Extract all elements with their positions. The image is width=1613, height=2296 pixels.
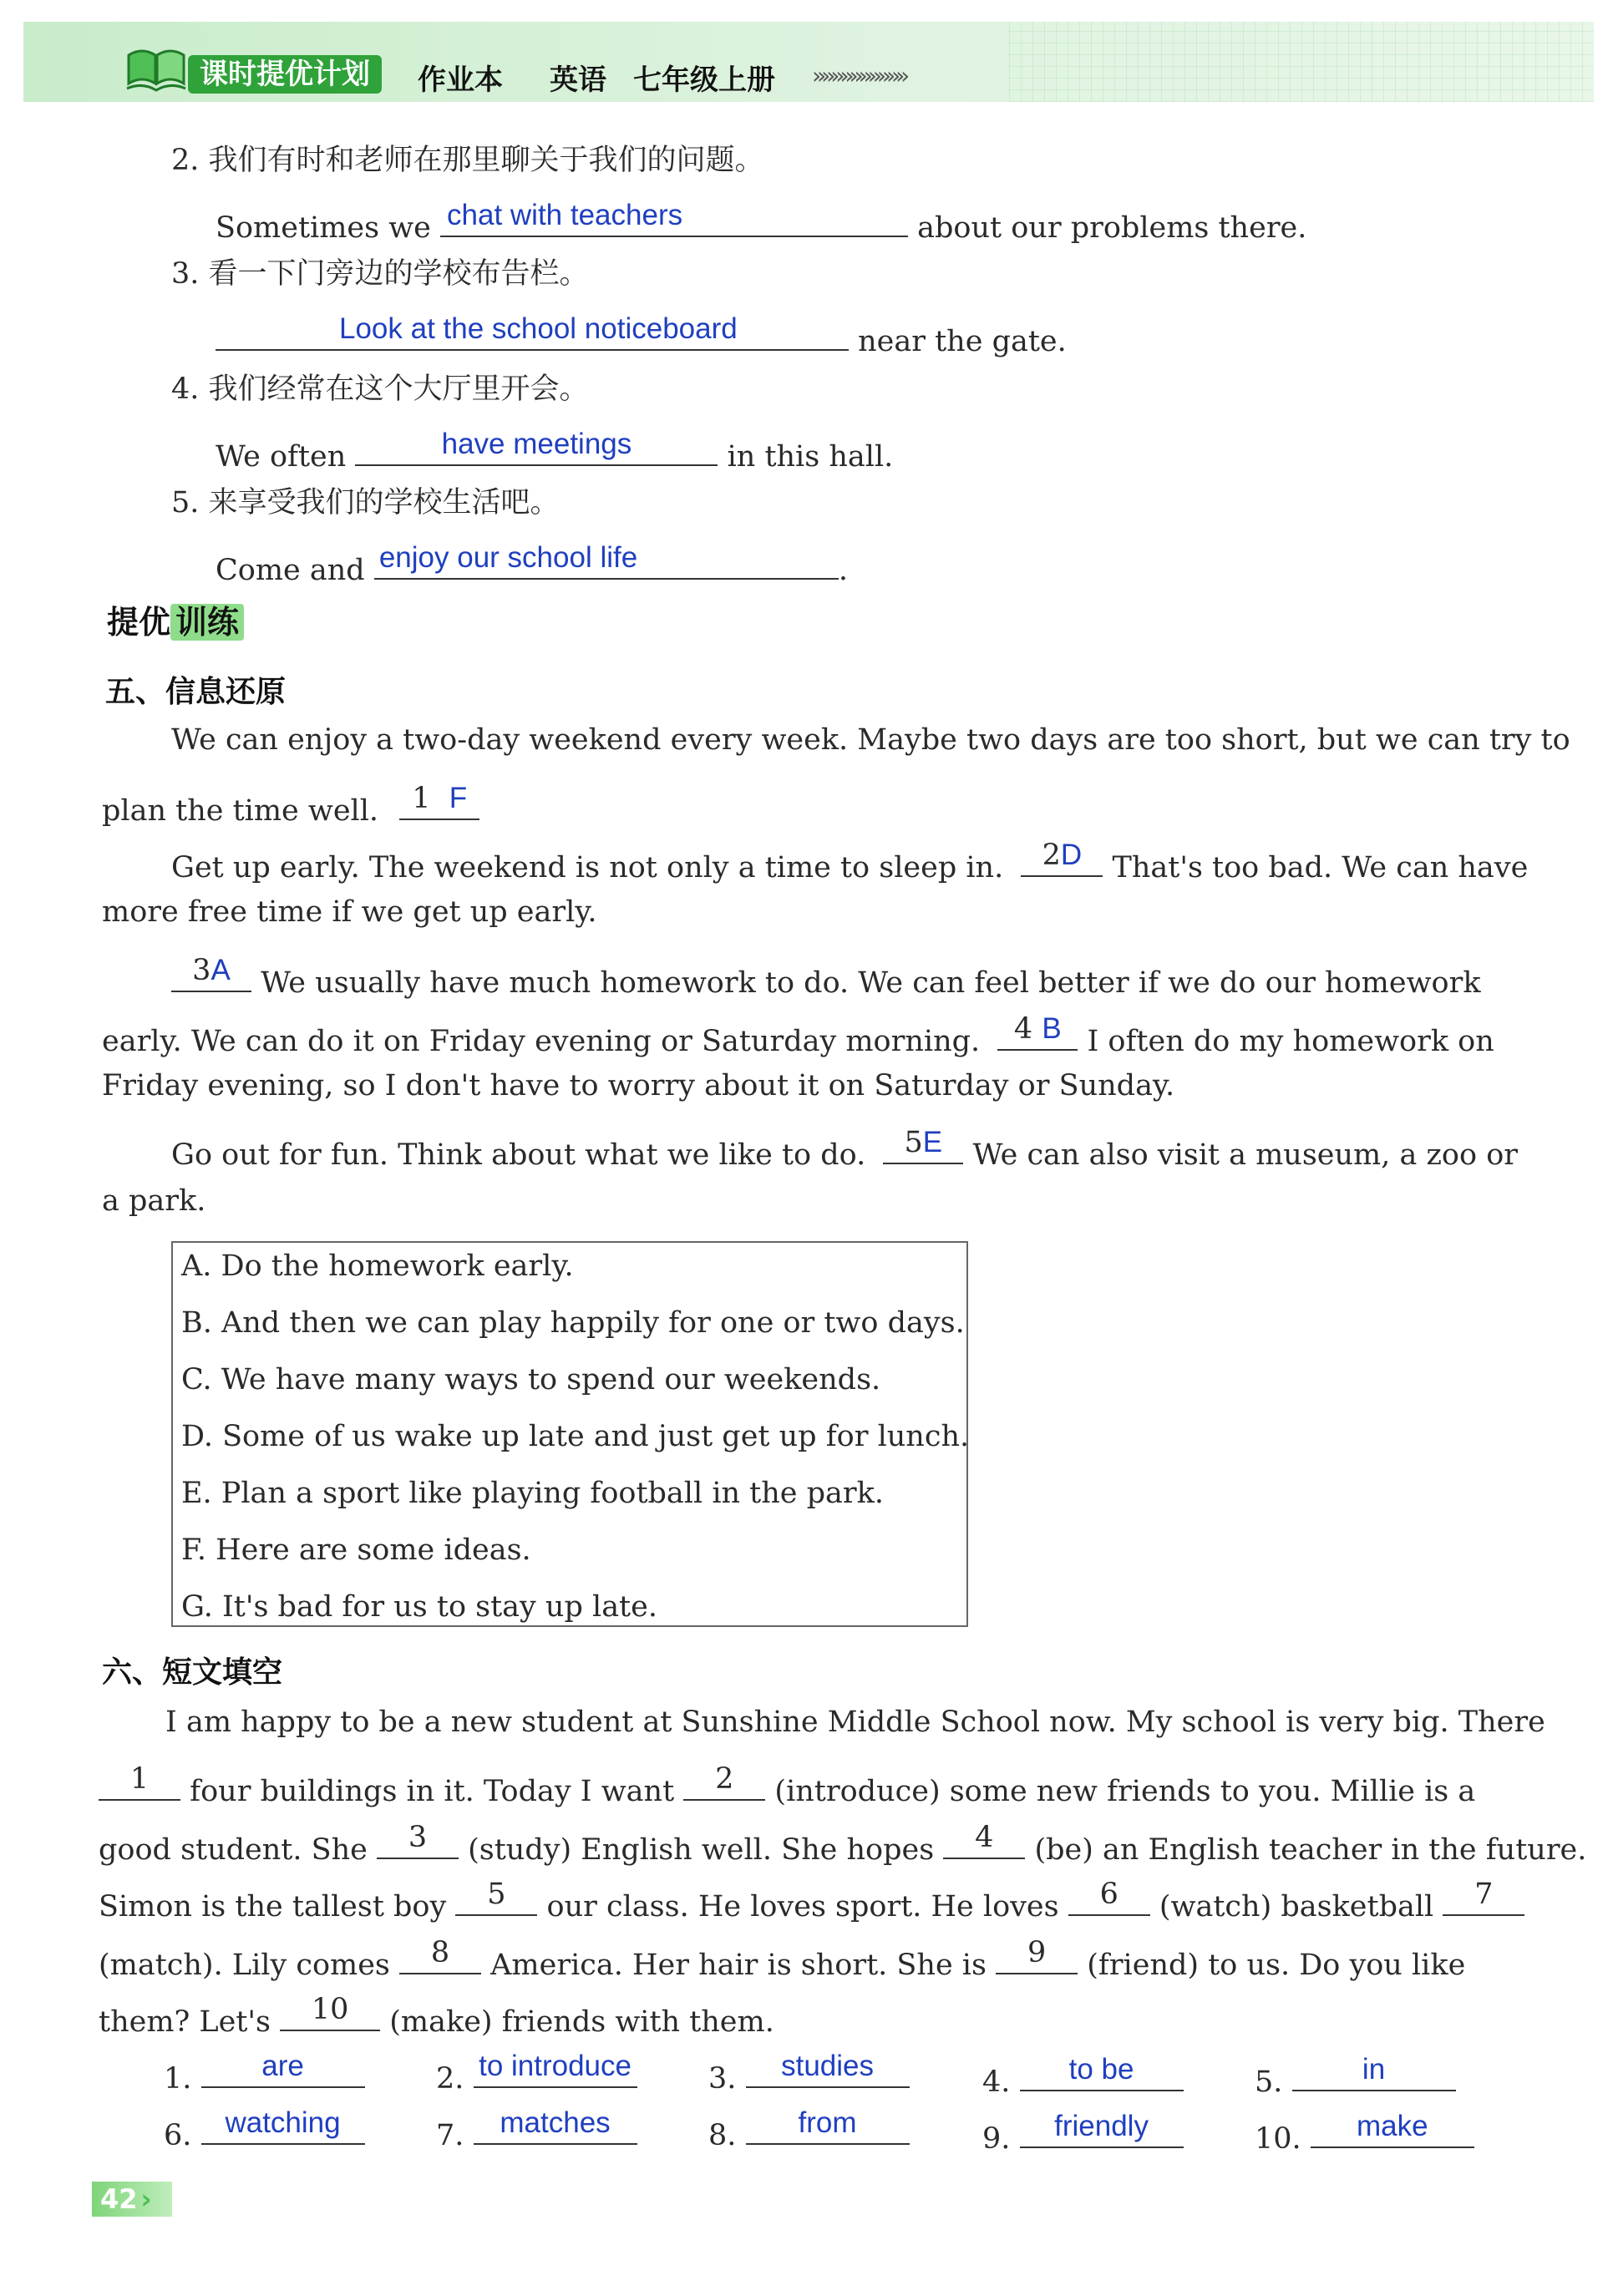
s5-p3-line3: Friday evening, so I don't have to worry about it on Saturday or Sunday. — [102, 1069, 1175, 1102]
answer-5: 5. in — [1255, 2051, 1456, 2099]
s6-line2: 1 four buildings in it. Today I want 2 (introduce) some new friends to you. Millie is a — [99, 1762, 1475, 1808]
option-b: B. And then we can play happily for one or two days. — [181, 1306, 965, 1340]
s5-p2-line2: more free time if we get up early. — [102, 895, 597, 929]
s5-blank-2: 2D — [1021, 839, 1103, 877]
item-2-blank: chat with teachers — [440, 195, 908, 237]
s5-p3-line2: early. We can do it on Friday evening or Saturday morning. 4 B I often do my homework on — [102, 1012, 1494, 1058]
book-icon — [125, 47, 187, 94]
answer-8: 8. from — [708, 2105, 910, 2152]
s6-line5: (match). Lily comes 8 America. Her hair is short. She is 9 (friend) to us. Do you like — [99, 1936, 1466, 1982]
s6-blank-9: 9 — [996, 1936, 1078, 1974]
s6-blank-5: 5 — [455, 1878, 537, 1916]
header-arrows: »»»»»»»»»» — [812, 62, 905, 89]
answer-9: 9. friendly — [982, 2108, 1184, 2156]
page-number: 42 › — [92, 2182, 172, 2217]
item-3-blank: Look at the school noticeboard — [216, 309, 849, 351]
s6-blank-8: 8 — [399, 1936, 481, 1974]
item-5-chinese: 5. 来享受我们的学校生活吧。 — [171, 486, 560, 520]
option-g: G. It's bad for us to stay up late. — [181, 1590, 657, 1624]
s6-line4: Simon is the tallest boy 5 our class. He loves sport. He loves 6 (watch) basketball 7 — [99, 1878, 1524, 1923]
brand-badge: 课时提优计划 — [188, 55, 382, 94]
s6-blank-1: 1 — [99, 1762, 180, 1801]
chevron-right-icon: › — [140, 2183, 152, 2215]
s6-blank-4: 4 — [943, 1821, 1025, 1859]
s6-blank-3: 3 — [377, 1821, 459, 1859]
answer-10: 10. make — [1255, 2108, 1474, 2156]
s5-p1-line1: We can enjoy a two-day weekend every week. Maybe two days are too short, but we can try to — [171, 723, 1570, 757]
item-3-chinese: 3. 看一下门旁边的学校布告栏。 — [171, 257, 589, 291]
s5-blank-1: 1 F — [399, 782, 479, 820]
item-5-english: Come and enjoy our school life . — [216, 538, 848, 587]
s5-p3-line1: 3A We usually have much homework to do. We can feel better if we do our homework — [171, 954, 1481, 1000]
item-4-english: We often have meetings in this hall. — [216, 424, 893, 474]
s5-p4-line1: Go out for fun. Think about what we like to do. 5E We can also visit a museum, a zoo or — [171, 1126, 1518, 1172]
item-4-chinese: 4. 我们经常在这个大厅里开会。 — [171, 373, 589, 406]
answer-6: 6. watching — [164, 2105, 365, 2152]
s5-p2-line1: Get up early. The weekend is not only a time to sleep in. 2D That's too bad. We can have — [171, 839, 1529, 884]
answer-7: 7. matches — [436, 2105, 637, 2152]
item-2-chinese: 2. 我们有时和老师在那里聊关于我们的问题。 — [171, 144, 764, 177]
options-box — [171, 1241, 968, 1627]
s5-p1-line2: plan the time well. 1 F — [102, 782, 479, 828]
book-type: 作业本 — [418, 63, 503, 97]
answer-1: 1. are — [164, 2048, 365, 2096]
item-4-blank: have meetings — [355, 424, 718, 466]
grade: 七年级上册 — [633, 63, 775, 97]
subject: 英语 — [550, 63, 606, 97]
section-banner: 提优 训练 — [107, 598, 244, 646]
s6-line3: good student. She 3 (study) English well. She hopes 4 (be) an English teacher in the future. — [99, 1821, 1587, 1867]
section-6-title: 六、短文填空 — [102, 1655, 283, 1690]
option-c: C. We have many ways to spend our weekends. — [181, 1363, 881, 1396]
option-d: D. Some of us wake up late and just get up for lunch. — [181, 1420, 970, 1453]
option-e: E. Plan a sport like playing football in the park. — [181, 1477, 884, 1510]
s5-blank-3: 3A — [171, 954, 251, 992]
s6-line1: I am happy to be a new student at Sunshine Middle School now. My school is very big. There — [165, 1706, 1545, 1739]
s5-blank-5: 5E — [883, 1126, 963, 1164]
answer-4: 4. to be — [982, 2051, 1184, 2099]
s6-blank-6: 6 — [1068, 1878, 1150, 1916]
s5-blank-4: 4 B — [997, 1012, 1078, 1051]
s6-blank-2: 2 — [683, 1762, 765, 1801]
item-5-blank: enjoy our school life — [374, 538, 839, 580]
option-a: A. Do the homework early. — [181, 1249, 574, 1283]
answer-2: 2. to introduce — [436, 2048, 637, 2096]
s6-line6: them? Let's 10 (make) friends with them. — [99, 1993, 774, 2039]
answer-3: 3. studies — [708, 2048, 910, 2096]
section-5-title: 五、信息还原 — [105, 675, 287, 709]
s6-blank-10: 10 — [280, 1993, 380, 2031]
option-f: F. Here are some ideas. — [181, 1533, 531, 1567]
item-2-english: Sometimes we chat with teachers about our problems there. — [216, 195, 1306, 245]
s5-p4-line2: a park. — [102, 1184, 206, 1218]
item-3-english: Look at the school noticeboard near the gate. — [216, 309, 1067, 358]
s6-blank-7: 7 — [1443, 1878, 1524, 1916]
